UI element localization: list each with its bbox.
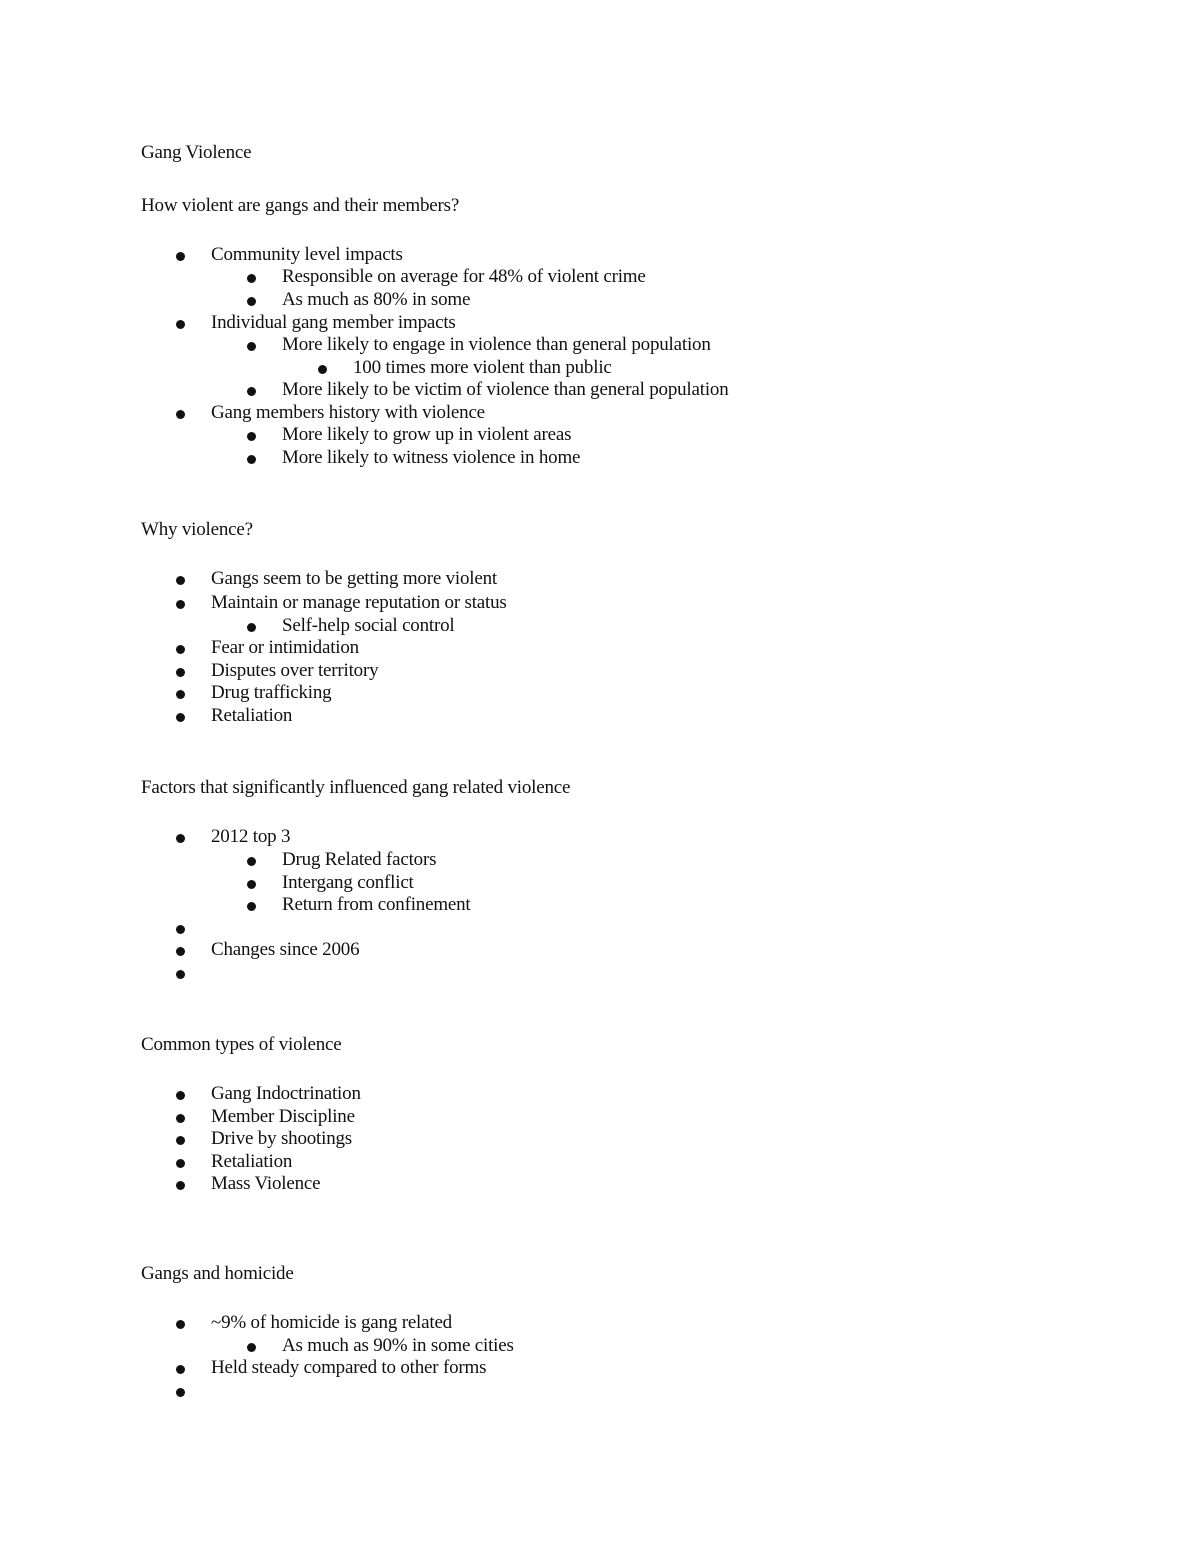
list-item-text: As much as 90% in some cities (282, 1335, 514, 1356)
list-item-text: Drug trafficking (211, 682, 332, 703)
list-item-text: Changes since 2006 (211, 939, 360, 960)
bullet-icon (176, 826, 198, 848)
bullet-icon (318, 357, 340, 379)
list-item-text: Fear or intimidation (211, 637, 359, 658)
bullet-icon (176, 592, 198, 614)
list-item-text: Community level impacts (211, 244, 403, 265)
bullet-icon (247, 424, 269, 446)
section-heading-factors: Factors that significantly influenced gang related violence (141, 777, 571, 798)
list-item-text: Retaliation (211, 1151, 293, 1172)
section-heading-common-types: Common types of violence (141, 1034, 342, 1055)
bullet-icon (247, 447, 269, 469)
bullet-icon (176, 568, 198, 590)
section-heading-why-violence: Why violence? (141, 519, 253, 540)
bullet-icon (247, 266, 269, 288)
list-item-text: Responsible on average for 48% of violent crime (282, 266, 646, 287)
list-item-text: Individual gang member impacts (211, 312, 456, 333)
bullet-icon (247, 615, 269, 637)
list-item-text: Return from confinement (282, 894, 471, 915)
document-title: Gang Violence (141, 142, 252, 163)
list-item-text: Member Discipline (211, 1106, 355, 1127)
bullet-icon (176, 1128, 198, 1150)
bullet-icon (176, 1151, 198, 1173)
bullet-icon (176, 1106, 198, 1128)
list-item-text: 100 times more violent than public (353, 357, 612, 378)
section-heading-how-violent: How violent are gangs and their members? (141, 195, 460, 216)
bullet-icon (176, 682, 198, 704)
bullet-icon (176, 705, 198, 727)
list-item-text: Maintain or manage reputation or status (211, 592, 507, 613)
bullet-icon (247, 289, 269, 311)
list-item-text: Self-help social control (282, 615, 455, 636)
bullet-icon (176, 312, 198, 334)
bullet-icon (176, 1357, 198, 1379)
list-item-text: 2012 top 3 (211, 826, 291, 847)
bullet-icon (176, 939, 198, 961)
list-item-text: Mass Violence (211, 1173, 321, 1194)
bullet-icon (247, 872, 269, 894)
bullet-icon (176, 402, 198, 424)
bullet-icon (176, 1312, 198, 1334)
list-item-text: Drive by shootings (211, 1128, 353, 1149)
list-item-text: More likely to be victim of violence than general population (282, 379, 729, 400)
section-heading-homicide: Gangs and homicide (141, 1263, 294, 1284)
list-item-text: Gang members history with violence (211, 402, 485, 423)
list-item-text: Gang Indoctrination (211, 1083, 361, 1104)
list-item-text: Gangs seem to be getting more violent (211, 568, 497, 589)
bullet-icon (176, 917, 198, 939)
list-item-text: More likely to grow up in violent areas (282, 424, 572, 445)
bullet-icon (176, 1083, 198, 1105)
bullet-icon (247, 894, 269, 916)
list-item-text: Retaliation (211, 705, 293, 726)
bullet-icon (247, 379, 269, 401)
list-item-text: As much as 80% in some (282, 289, 471, 310)
bullet-icon (176, 1173, 198, 1195)
bullet-icon (247, 334, 269, 356)
bullet-icon (247, 849, 269, 871)
list-item-text: Intergang conflict (282, 872, 414, 893)
bullet-icon (176, 962, 198, 984)
list-item-text: ~9% of homicide is gang related (211, 1312, 452, 1333)
list-item-text: More likely to engage in violence than general population (282, 334, 711, 355)
list-item-text: Held steady compared to other forms (211, 1357, 487, 1378)
bullet-icon (176, 637, 198, 659)
bullet-icon (176, 244, 198, 266)
bullet-icon (176, 1380, 198, 1402)
bullet-icon (176, 660, 198, 682)
list-item-text: Drug Related factors (282, 849, 437, 870)
list-item-text: Disputes over territory (211, 660, 379, 681)
bullet-icon (247, 1335, 269, 1357)
list-item-text: More likely to witness violence in home (282, 447, 581, 468)
